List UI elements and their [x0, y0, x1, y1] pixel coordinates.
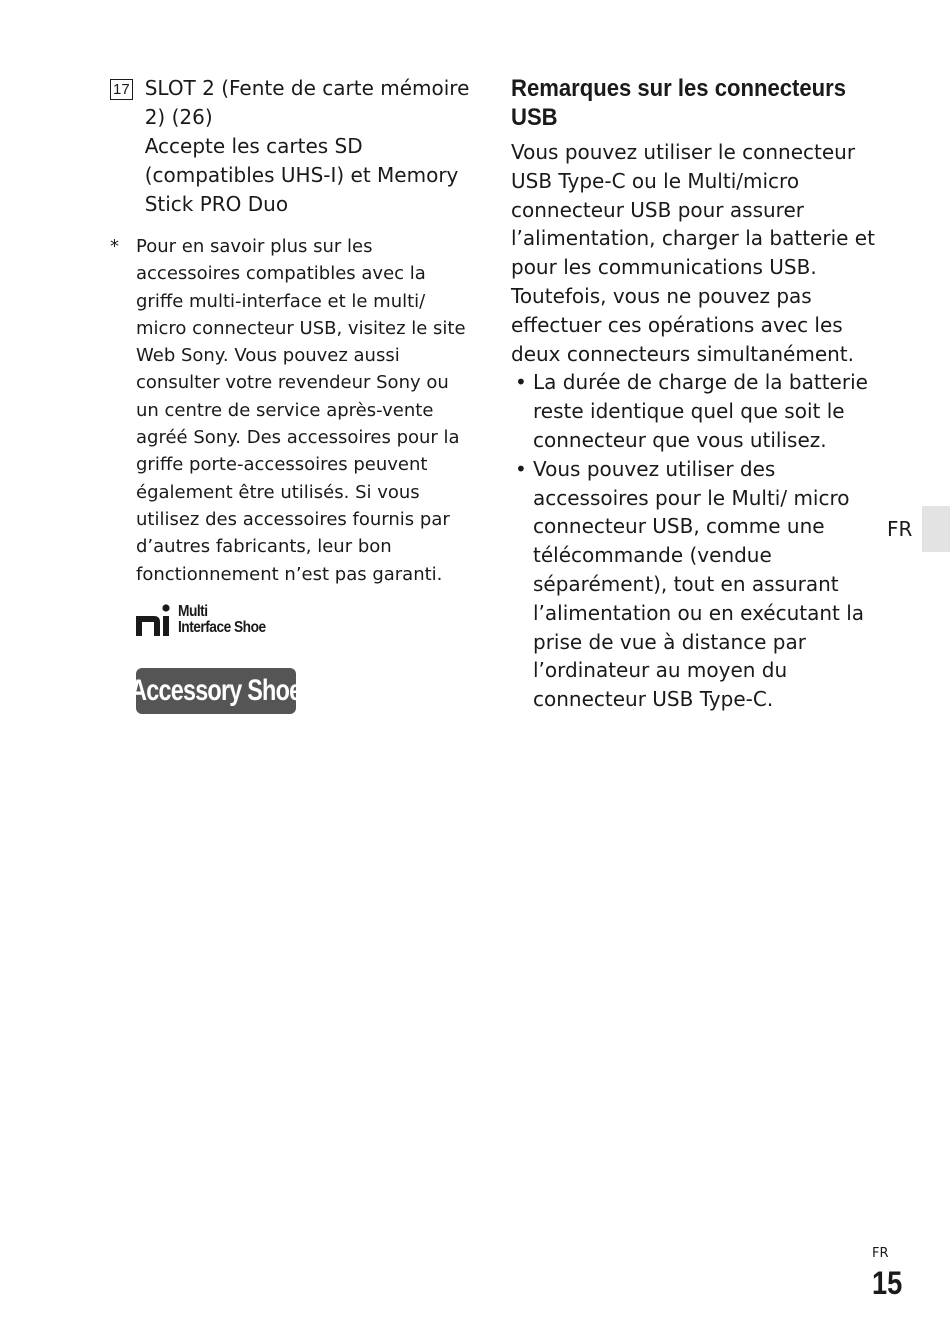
mi-logo-text	[178, 604, 266, 636]
item-title: SLOT 2 (Fente de carte mémoire 2) (26)	[144, 76, 470, 129]
usb-notes-heading: Remarques sur les connecteurs USB	[511, 75, 847, 131]
footnote	[110, 233, 480, 588]
usb-notes-bullets	[511, 368, 886, 714]
footnote-text: Pour en savoir plus sur les accessoires compatibles avec la griffe multi-interface et le multi/ micro connecteur USB, visitez le site Web Sony. Vous pouvez aussi consulter votre revendeur Sony ou un centre de service après-vente agréé Sony. Des accessoires pour la griffe porte-accessoires peuvent également être utilisés. Si vous utilisez des accessoires fournis par d’autres fabricants, leur bon fonctionnement n’est pas garanti.	[136, 236, 466, 585]
bullet-icon: •	[515, 370, 527, 395]
item-body	[145, 74, 480, 219]
side-language-tab	[922, 506, 950, 552]
side-language-label: FR	[887, 517, 913, 541]
mi-logo-icon	[136, 604, 174, 636]
multi-interface-shoe-logo	[136, 604, 280, 636]
left-column	[110, 74, 480, 707]
list-item	[511, 368, 886, 454]
bullet-icon: •	[515, 456, 527, 481]
mi-logo-line1: Multi	[178, 603, 208, 620]
mi-logo-line2: Interface Shoe	[178, 619, 266, 636]
bullet-text: La durée de charge de la batterie reste identique quel que soit le connecteur que vous utilisez.	[533, 370, 868, 452]
footnote-mark: *	[110, 236, 119, 257]
footer-language: FR	[872, 1246, 889, 1261]
page-number: 15	[872, 1265, 903, 1301]
accessory-shoe-logo	[130, 668, 302, 714]
usb-notes-paragraph: Vous pouvez utiliser le connecteur USB Type-C ou le Multi/micro connecteur USB pour assurer l’alimentation, charger la batterie et pour les communications USB. Toutefois, vous ne pouvez pas effectuer ces opérations avec les deux connecteurs simultanément.	[511, 140, 875, 366]
item-description: Accepte les cartes SD (compatibles UHS-I) et Memory Stick PRO Duo	[144, 134, 459, 216]
bullet-text: Vous pouvez utiliser des accessoires pour le Multi/ micro connecteur USB, comme une télécommande (vendue séparément), tout en assurant l’alimentation ou en exécutant la prise de vue à distance par l’ordinateur au moyen du connecteur USB Type-C.	[533, 456, 865, 712]
accessory-shoe-logo-text: Accessory Shoe	[130, 674, 302, 707]
item-number-badge: 17	[110, 79, 133, 100]
right-column	[511, 74, 886, 714]
list-item	[511, 455, 886, 714]
item-slot-2	[110, 74, 480, 219]
